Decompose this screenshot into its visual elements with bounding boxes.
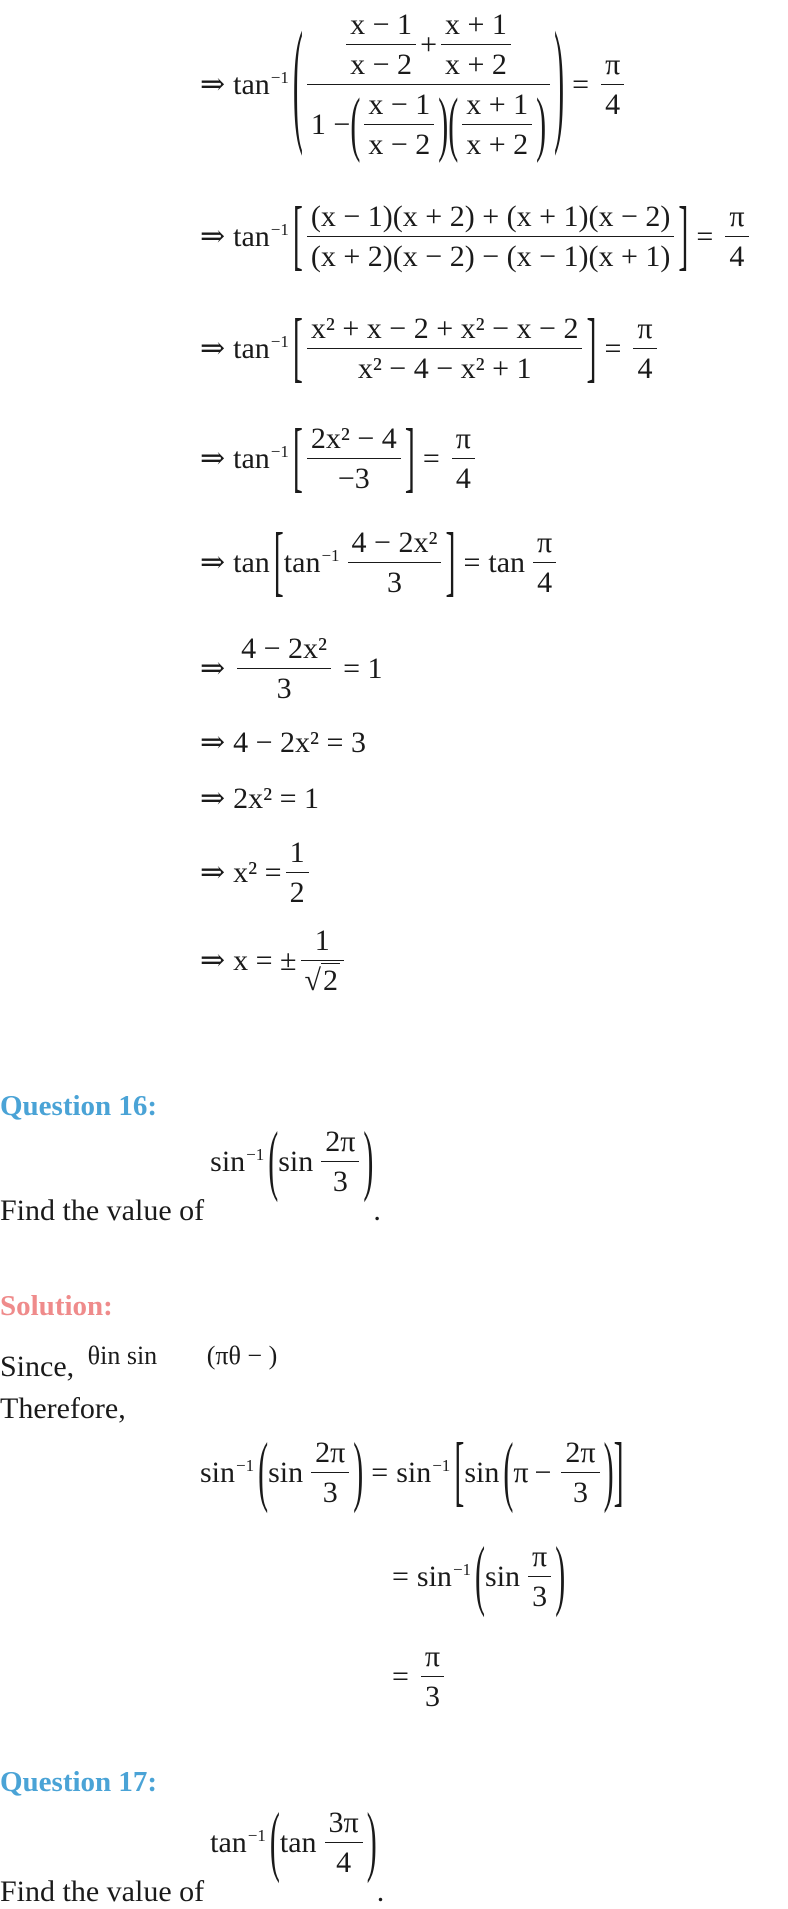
solution-therefore: Therefore, bbox=[0, 1392, 126, 1425]
question-17-heading: Question 17: bbox=[0, 1766, 158, 1798]
step-4: ⇒ $\tan^{-1}$ [ $\frac{\text{2x² − 4}}{-3}$ ] = $\frac{\pi}{4}$ bbox=[200, 422, 479, 495]
step-1: ⇒ $\tan^{-1}$ ( $\frac{x - 1}{x - 2}$ + $\frac{x + 1}{x + 2}$ 1 − ( $\frac{x - 1}{x - 2}$ ) ( $\frac{x + 1}{x + 2}$ ) ) = $\frac{\pi}{4}$ bbox=[200, 8, 628, 161]
step-10: ⇒ x = ± $\frac{1}{√2}$ bbox=[200, 924, 348, 997]
step-9: ⇒ x² = $\frac{1}{2}$ bbox=[200, 836, 313, 909]
question-17-text: Find the value of $\tan^{-1}$ ( tan $\frac{3\pi}{4}$ ) . bbox=[0, 1798, 385, 1908]
step-8: ⇒ 2x² = 1 bbox=[200, 782, 320, 815]
step-6: ⇒ $\frac{\text{4 − 2x²}}{3}$ = 1 bbox=[200, 632, 383, 705]
implies-arrow: ⇒ bbox=[200, 67, 226, 101]
solution-line-3: = $\frac{\pi}{3}$ bbox=[392, 1640, 448, 1713]
tan-inverse: $\tan^{-1}$ bbox=[233, 68, 289, 101]
solution-line-2: = $\sin^{-1}$ ( sin $\frac{\pi}{3}$ ) bbox=[392, 1532, 566, 1619]
question-16-heading: Question 16: bbox=[0, 1090, 158, 1122]
step-3: ⇒ $\tan^{-1}$ [ $\frac{\text{x² + x − 2 + x² − x − 2}}{\text{x² − 4 − x² + 1}}$ ] = $\frac{\pi}{4}$ bbox=[200, 312, 661, 385]
solution-since: Since, θin sin (πθ − ) bbox=[0, 1341, 278, 1383]
pi-over-4: $\frac{\pi}{4}$ bbox=[601, 48, 624, 121]
step1-main-fraction: $\frac{x - 1}{x - 2}$ + $\frac{x + 1}{x + 2}$ 1 − ( $\frac{x - 1}{x - 2}$ ) ( $\frac{x + 1}{x + 2}$ ) bbox=[307, 8, 550, 161]
solution-heading: Solution: bbox=[0, 1290, 113, 1322]
step-7: ⇒ 4 − 2x² = 3 bbox=[200, 726, 366, 759]
question-16-text: Find the value of $\sin^{-1}$ ( sin $\frac{2\pi}{3}$ ) . bbox=[0, 1117, 381, 1227]
solution-line-1: $\sin^{-1}$ ( sin $\frac{2\pi}{3}$ ) = $\sin^{-1}$ [ sin ( π − $\frac{2\pi}{3}$ ) ] bbox=[200, 1428, 624, 1515]
step-2: ⇒ $\tan^{-1}$ [ $\frac{(x - 1)(x + 2) + (x + 1)(x - 2)}{(x + 2)(x - 2) - (x - 1)(x + 1)}$ ] = $\frac{\pi}{4}$ bbox=[200, 200, 753, 273]
step-5: ⇒ tan [ $\tan^{-1}$ $\frac{\text{4 − 2x²}}{3}$ ] = tan $\frac{\pi}{4}$ bbox=[200, 526, 560, 599]
